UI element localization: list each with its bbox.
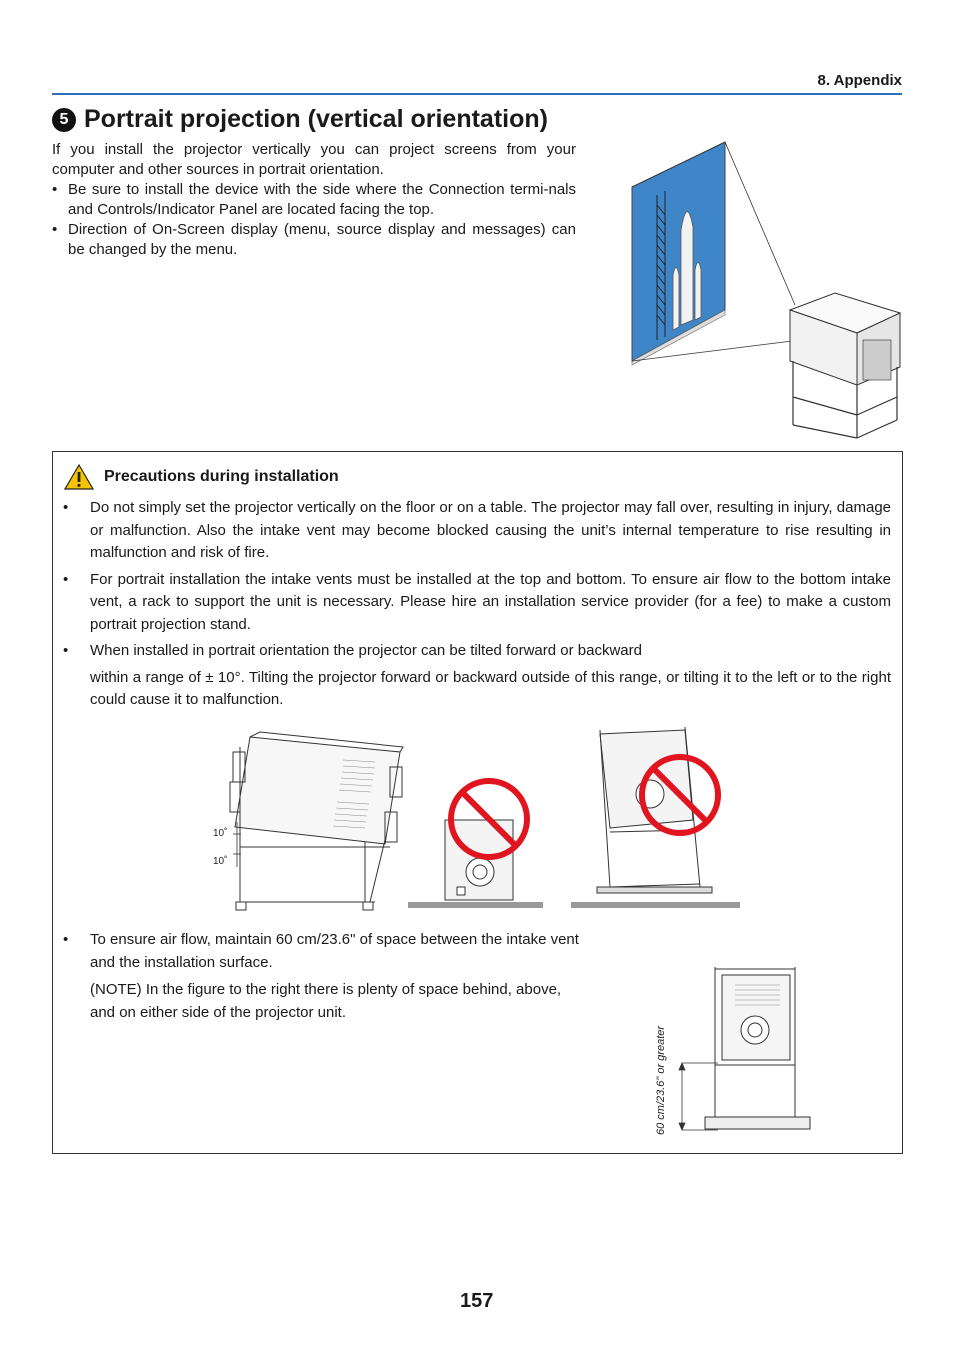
precaution-item [60, 497, 891, 565]
precaution-text: For portrait installation the intake vents must be installed at the top and bottom. To ensure air flow to the bottom intake vent, a rack to support the unit is necessary. Please hire an installation service provider (for a fee) to make a custom portrait projection stand. [90, 570, 891, 633]
precautions-heading [64, 464, 339, 490]
intro-paragraph: If you install the projector vertically you can project screens from your computer and other sources in portrait orientation. [52, 141, 576, 178]
floor-surface [571, 902, 740, 908]
clearance-illustration [650, 965, 815, 1145]
airflow-section [60, 929, 590, 1024]
tilt-diagrams [205, 722, 745, 912]
precaution-continuation: within a range of ± 10°. Tilting the projector forward or backward outside of this range, or tilting it to the left or to the right could cause it to malfunction. [90, 668, 891, 708]
airflow-text: To ensure air flow, maintain 60 cm/23.6" of space between the intake vent and the installation surface. [90, 931, 579, 971]
portrait-projection-illustration [625, 135, 905, 440]
tilt-label-top: 10˚ [213, 828, 228, 839]
precautions-list [60, 497, 891, 712]
intro-text [52, 140, 576, 260]
precaution-text: Do not simply set the projector vertically on the floor or on a table. The projector may fall over, resulting in injury, damage or malfunction. Also the intake vent may become blocked causing the unit’s internal temperature to rise resulting in malfunction and risk of fire. [90, 499, 891, 561]
intro-bullet: • Be sure to install the device with the side where the Connection termi-nals and Controls/Indicator Panel are located facing the top. [52, 180, 576, 220]
bullet-marker: • [63, 931, 69, 948]
airflow-note: (NOTE) In the figure to the right there is plenty of space behind, above, and on either side of the projector unit. [90, 981, 562, 1021]
intro-bullet: • Direction of On-Screen display (menu, source display and messages) can be changed by the menu. [52, 220, 576, 260]
tilted-projector-illustration [230, 732, 403, 910]
page-title-text: Portrait projection (vertical orientation) [84, 105, 548, 133]
bullet-marker: • [63, 570, 69, 588]
precaution-item [60, 640, 891, 663]
warning-icon [64, 464, 94, 490]
intro-bullets [52, 180, 576, 260]
airflow-item [60, 929, 590, 974]
header-rule [52, 93, 902, 95]
floor-surface [408, 902, 543, 908]
bullet-marker: • [63, 499, 69, 516]
precaution-text: When installed in portrait orientation the projector can be tilted forward or backward [90, 642, 642, 659]
precautions-heading-text: Precautions during installation [104, 468, 339, 485]
tilt-label-bottom: 10˚ [213, 856, 228, 867]
clearance-label: 60 cm/23.6" or greater [655, 1025, 667, 1135]
page-number: 157 [460, 1290, 494, 1312]
section-label: 8. Appendix [817, 72, 902, 89]
page-title [52, 105, 548, 134]
bullet-marker: • [63, 642, 69, 659]
section-number-badge: 5 [52, 108, 76, 132]
precaution-item [60, 569, 891, 637]
